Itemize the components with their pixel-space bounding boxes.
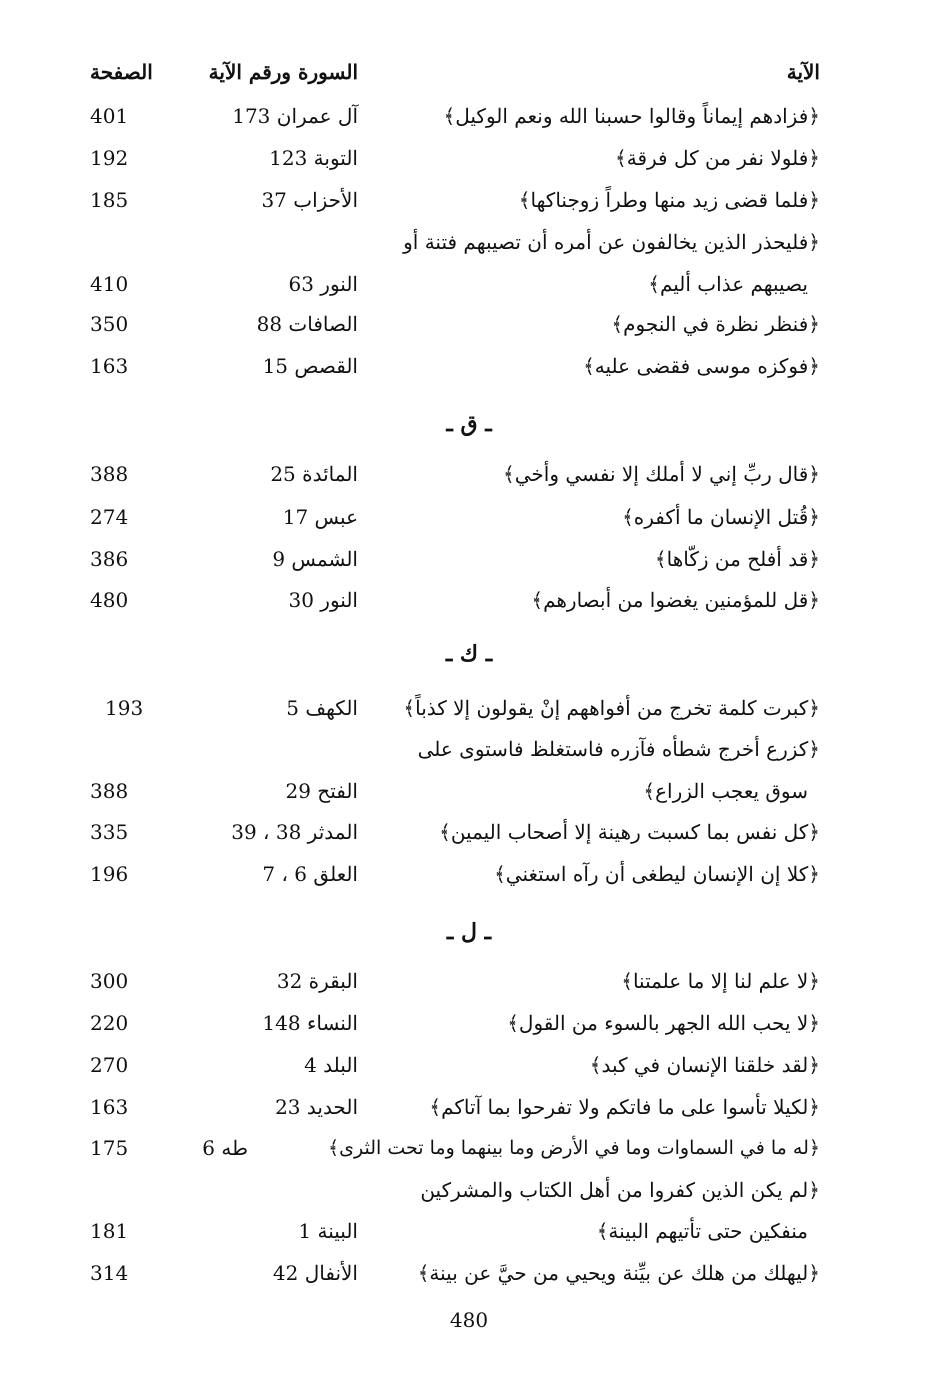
surah-ref: المدثر 38 ، 39 (231, 820, 358, 844)
ayah-text: ﴿قد أفلح من زكّاها﴾ (654, 547, 820, 571)
table-row (0, 1087, 938, 1127)
section-heading-qaf (0, 404, 938, 444)
table-row (0, 1003, 938, 1043)
table-row (0, 180, 938, 220)
surah-ref: العلق 6 ، 7 (262, 862, 358, 886)
ayah-text: سوق يعجب الزراع﴾ (643, 779, 808, 803)
page-ref: 196 (90, 862, 129, 886)
table-row (0, 264, 938, 304)
table-row (0, 961, 938, 1001)
surah-ref: الأنفال 42 (272, 1261, 358, 1285)
page-ref: 401 (90, 104, 129, 128)
page-ref: 274 (90, 505, 129, 529)
table-row (0, 854, 938, 894)
page-ref: 163 (90, 354, 129, 378)
table-row (0, 222, 938, 262)
table-row (0, 346, 938, 386)
ayah-text: ﴿قال ربِّ إني لا أملك إلا نفسي وأخي﴾ (503, 462, 820, 486)
page-ref: 185 (90, 188, 129, 212)
surah-ref: الأحزاب 37 (261, 188, 358, 212)
surah-ref: البقرة 32 (276, 969, 358, 993)
surah-ref: البينة 1 (298, 1219, 358, 1243)
surah-ref: المائدة 25 (270, 462, 358, 486)
surah-ref: النور 63 (288, 272, 358, 296)
ayah-text: ﴿كلا إن الإنسان ليطغى أن رآه استغني﴾ (494, 862, 820, 886)
surah-ref: آل عمران 173 (232, 104, 358, 128)
ayah-text: ﴿لا علم لنا إلا ما علمتنا﴾ (621, 969, 820, 993)
page-ref: 388 (90, 462, 129, 486)
ayah-text: ﴿كل نفس بما كسبت رهينة إلا أصحاب اليمين﴾ (439, 820, 820, 844)
section-title: ـ ل ـ (446, 919, 492, 945)
page-ref: 480 (90, 588, 129, 612)
header-surah: السورة ورقم الآية (208, 60, 358, 84)
page-ref: 350 (90, 312, 129, 336)
surah-ref: عبس 17 (282, 505, 358, 529)
ayah-text: ﴿قُتل الإنسان ما أكفره﴾ (622, 505, 820, 529)
ayah-text: ﴿ليهلك من هلك عن بيِّنة ويحيي من حيَّ عن بينة﴾ (417, 1261, 820, 1285)
page-ref: 386 (90, 547, 129, 571)
surah-ref: الشمس 9 (272, 547, 358, 571)
page-ref: 410 (90, 272, 129, 296)
page-number: 480 (449, 1308, 489, 1332)
page-ref: 163 (90, 1095, 129, 1119)
page-ref: 314 (90, 1261, 129, 1285)
section-heading-lam (0, 912, 938, 952)
ayah-text: ﴿لقد خلقنا الإنسان في كبد﴾ (589, 1053, 820, 1077)
ayah-text: ﴿لم يكن الذين كفروا من أهل الكتاب والمشركين (420, 1178, 820, 1202)
ayah-text: ﴿فلما قضى زيد منها وطراً زوجناكها﴾ (518, 188, 820, 212)
table-row (0, 1128, 938, 1168)
ayah-text: ﴿قل للمؤمنين يغضوا من أبصارهم﴾ (531, 588, 820, 612)
surah-ref: النور 30 (288, 588, 358, 612)
surah-ref: الفتح 29 (285, 779, 358, 803)
page-ref: 193 (105, 696, 144, 720)
table-row (0, 771, 938, 811)
table-header (0, 52, 938, 92)
surah-ref: الكهف 5 (286, 696, 358, 720)
surah-ref: الصافات 88 (256, 312, 358, 336)
ayah-text: ﴿فلولا نفر من كل فرقة﴾ (615, 146, 820, 170)
section-heading-kaf (0, 634, 938, 674)
page-ref: 270 (90, 1053, 129, 1077)
page-ref: 181 (90, 1219, 129, 1243)
table-row (0, 1253, 938, 1293)
table-row (0, 454, 938, 494)
table-row (0, 497, 938, 537)
table-row (0, 812, 938, 852)
ayah-text: يصيبهم عذاب أليم﴾ (648, 272, 808, 296)
page-ref: 335 (90, 820, 129, 844)
page-ref: 220 (90, 1011, 129, 1035)
surah-ref: الحديد 23 (275, 1095, 358, 1119)
table-row (0, 1211, 938, 1251)
ayah-text: ﴿له ما في السماوات وما في الأرض وما بينهما وما تحت الثرى﴾ (328, 1137, 820, 1159)
table-row (0, 1170, 938, 1210)
surah-ref: التوبة 123 (269, 146, 358, 170)
ayah-text: ﴿كبرت كلمة تخرج من أفواههم إنْ يقولون إلا كذباً﴾ (403, 696, 820, 720)
page-ref: 192 (90, 146, 129, 170)
page-ref: 175 (90, 1136, 129, 1160)
section-title: ـ ك ـ (445, 641, 493, 667)
section-title: ـ ق ـ (446, 411, 492, 437)
table-row (0, 580, 938, 620)
ayah-text: ﴿فوكزه موسى فقضى عليه﴾ (583, 354, 820, 378)
table-row (0, 138, 938, 178)
surah-ref: طه 6 (202, 1136, 248, 1160)
ayah-text: ﴿لا يحب الله الجهر بالسوء من القول﴾ (507, 1011, 820, 1035)
table-row (0, 729, 938, 769)
table-row (0, 1045, 938, 1085)
header-ayah: الآية (786, 60, 820, 84)
surah-ref: النساء 148 (262, 1011, 358, 1035)
ayah-text: ﴿فزادهم إيماناً وقالوا حسبنا الله ونعم الوكيل﴾ (443, 104, 820, 128)
page-ref: 388 (90, 779, 129, 803)
table-row (0, 539, 938, 579)
table-row (0, 304, 938, 344)
ayah-text: ﴿فنظر نظرة في النجوم﴾ (611, 312, 820, 336)
ayah-text: منفكين حتى تأتيهم البينة﴾ (596, 1219, 808, 1243)
table-row (0, 688, 938, 728)
table-row (0, 96, 938, 136)
header-page: الصفحة (90, 60, 153, 84)
ayah-text: ﴿كزرع أخرج شطأه فآزره فاستغلظ فاستوى على (417, 737, 820, 761)
surah-ref: القصص 15 (262, 354, 358, 378)
page-ref: 300 (90, 969, 129, 993)
surah-ref: البلد 4 (304, 1053, 358, 1077)
ayah-text: ﴿لكيلا تأسوا على ما فاتكم ولا تفرحوا بما آتاكم﴾ (429, 1095, 820, 1119)
ayah-text: ﴿فليحذر الذين يخالفون عن أمره أن تصيبهم فتنة أو (403, 230, 820, 254)
